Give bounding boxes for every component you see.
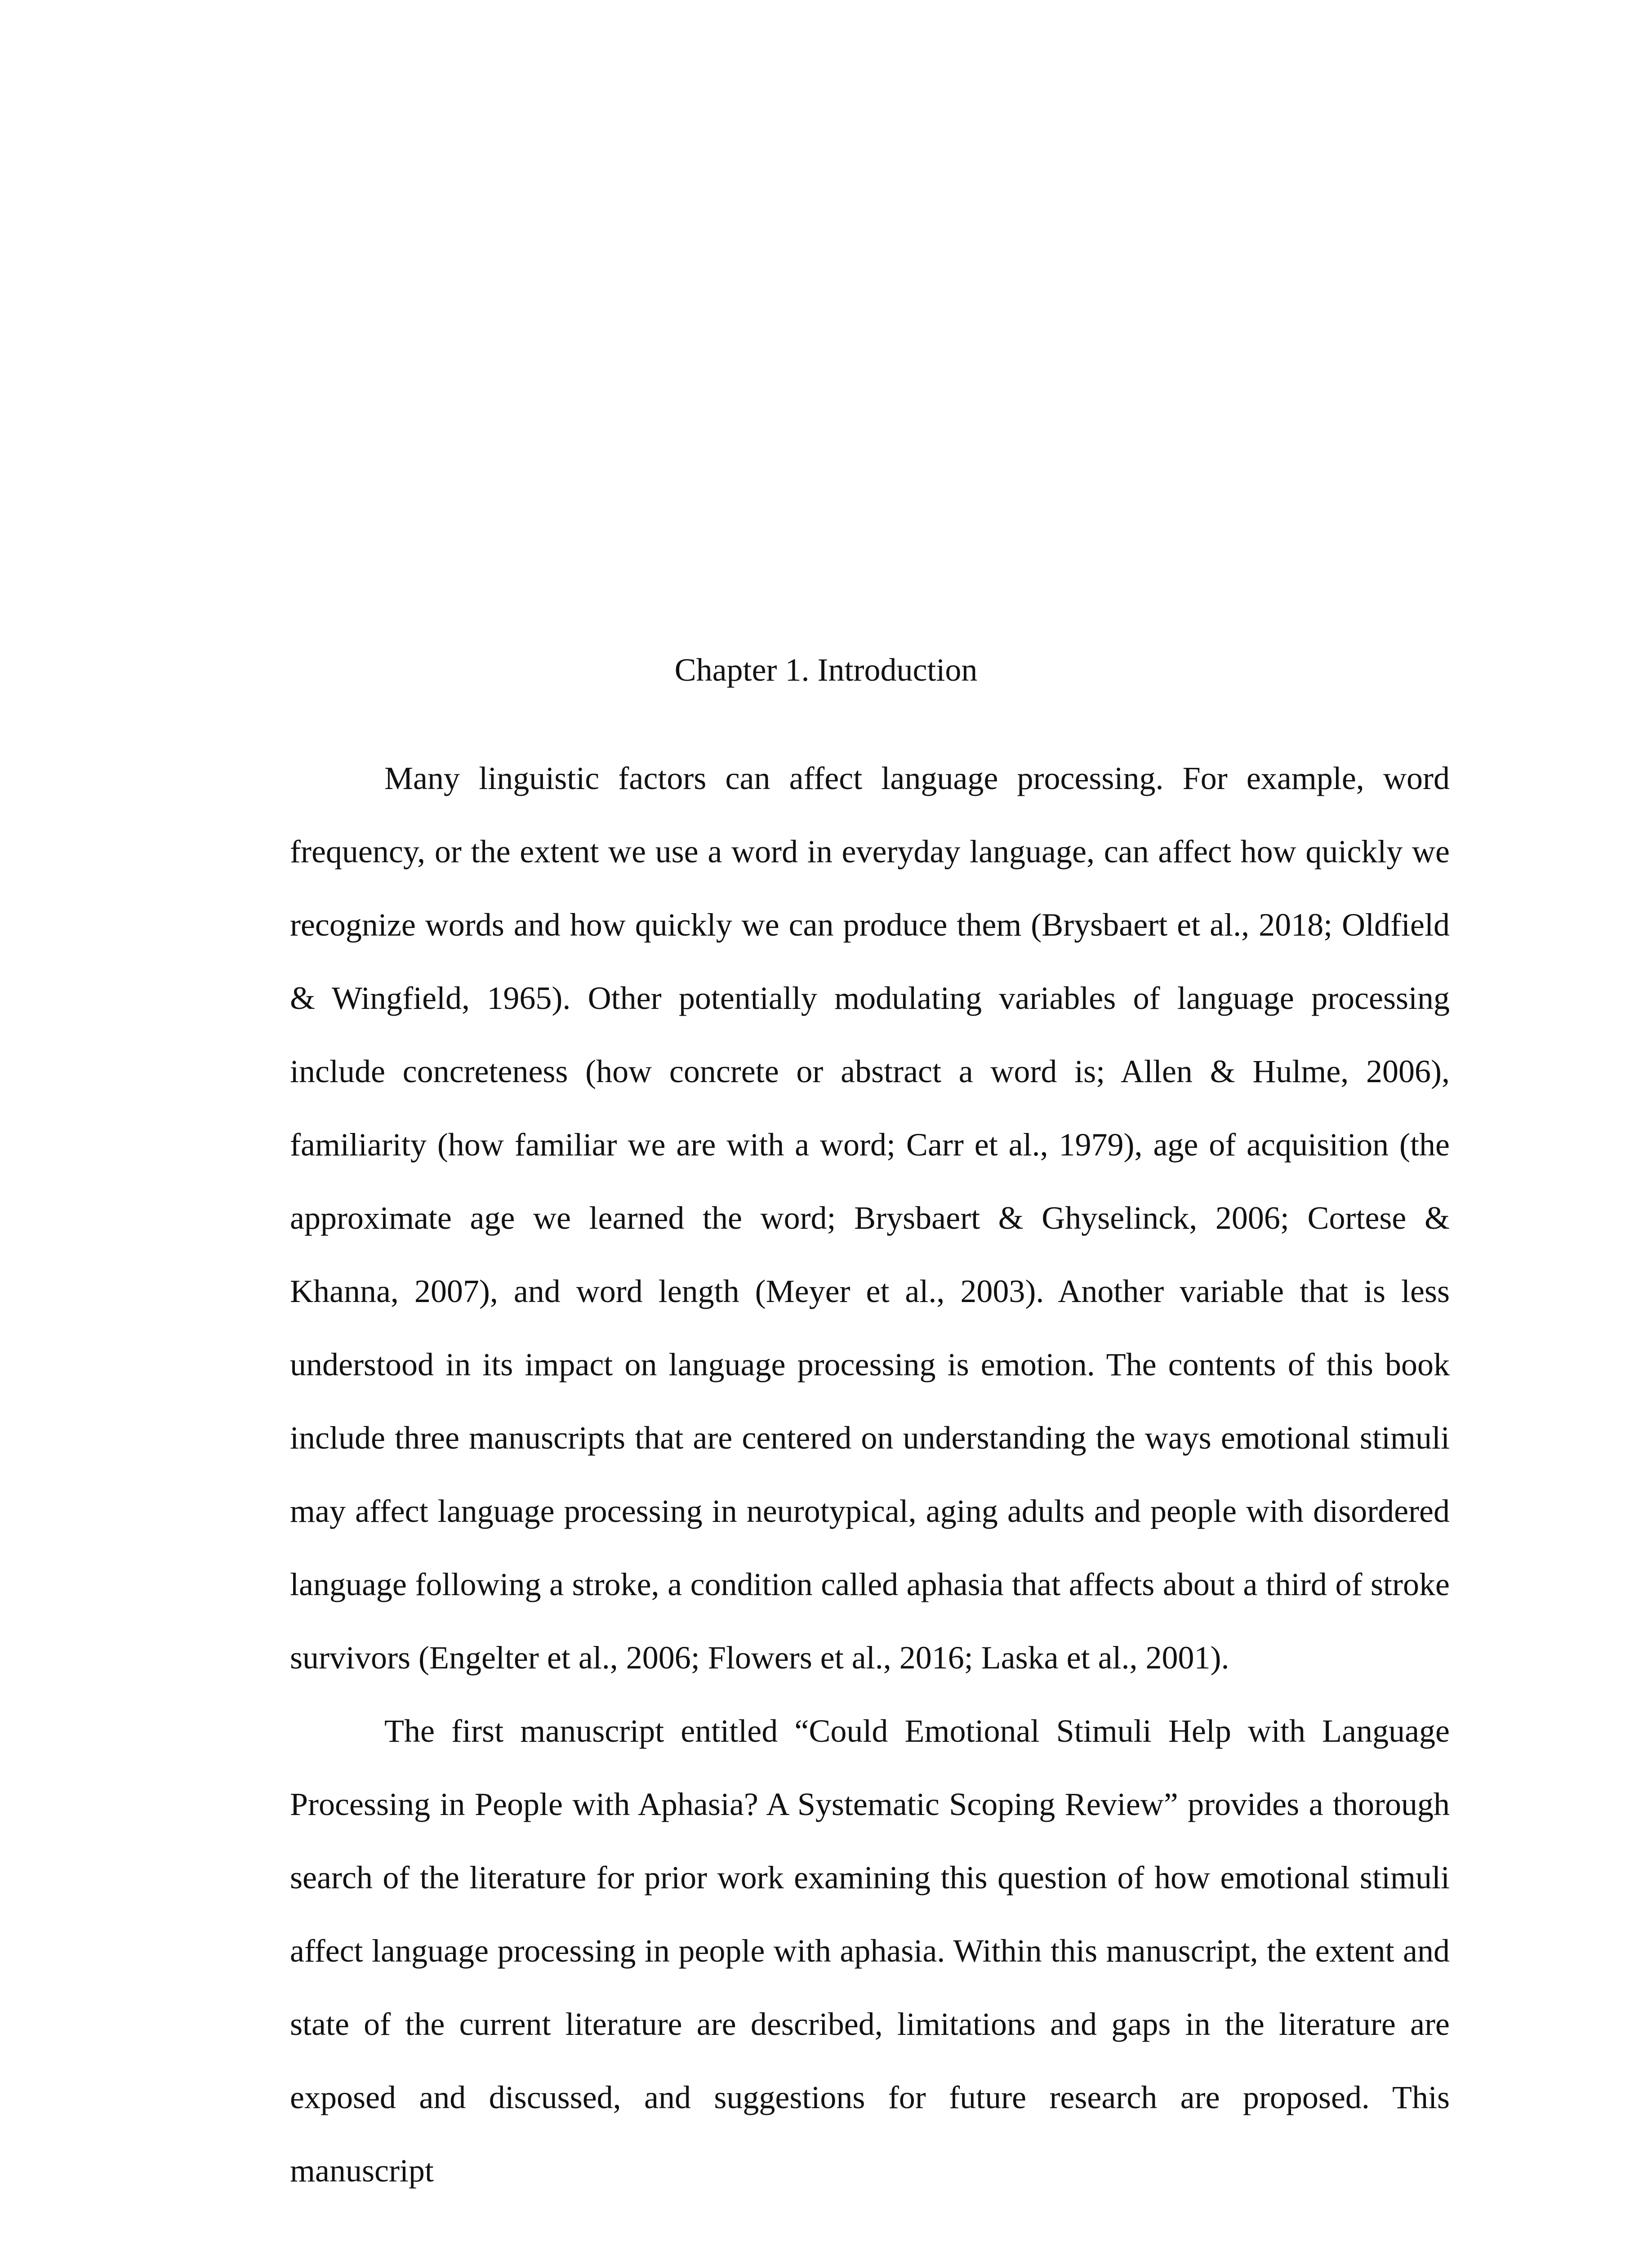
paragraph-2: The first manuscript entitled “Could Emotional Stimuli Help with Language Processing in People with Aphasia? A Systematic Scoping Review” provides a thorough search of the literature for prior work examining this question of how emotional stimuli affect language processing in people with aphasia. Within this manuscript, the extent and state of the current literature are described, limitations and gaps in the literature are exposed and discussed, and suggestions for future research are proposed. This manuscript — [290, 1713, 1450, 2189]
paragraph-1: Many linguistic factors can affect language processing. For example, word frequency, or the extent we use a word in everyday language, can affect how quickly we recognize words and how quickly we can produce them (Brysbaert et al., 2018; Oldfield & Wingfield, 1965). Other potentially modulating variables of language processing include concreteness (how concrete or abstract a word is; Allen & Hulme, 2006), familiarity (how familiar we are with a word; Carr et al., 1979), age of acquisition (the approximate age we learned the word; Brysbaert & Ghyselinck, 2006; Cortese & Khanna, 2007), and word length (Meyer et al., 2003). Another variable that is less understood in its impact on language processing is emotion. The contents of this book include three manuscripts that are centered on understanding the ways emotional stimuli may affect language processing in neurotypical, aging adults and people with disordered language following a stroke, a condition called aphasia that affects about a third of stroke survivors (Engelter et al., 2006; Flowers et al., 2016; Laska et al., 2001). — [290, 760, 1450, 1676]
chapter-heading: Chapter 1. Introduction — [674, 652, 978, 688]
body-text — [290, 742, 1450, 2208]
